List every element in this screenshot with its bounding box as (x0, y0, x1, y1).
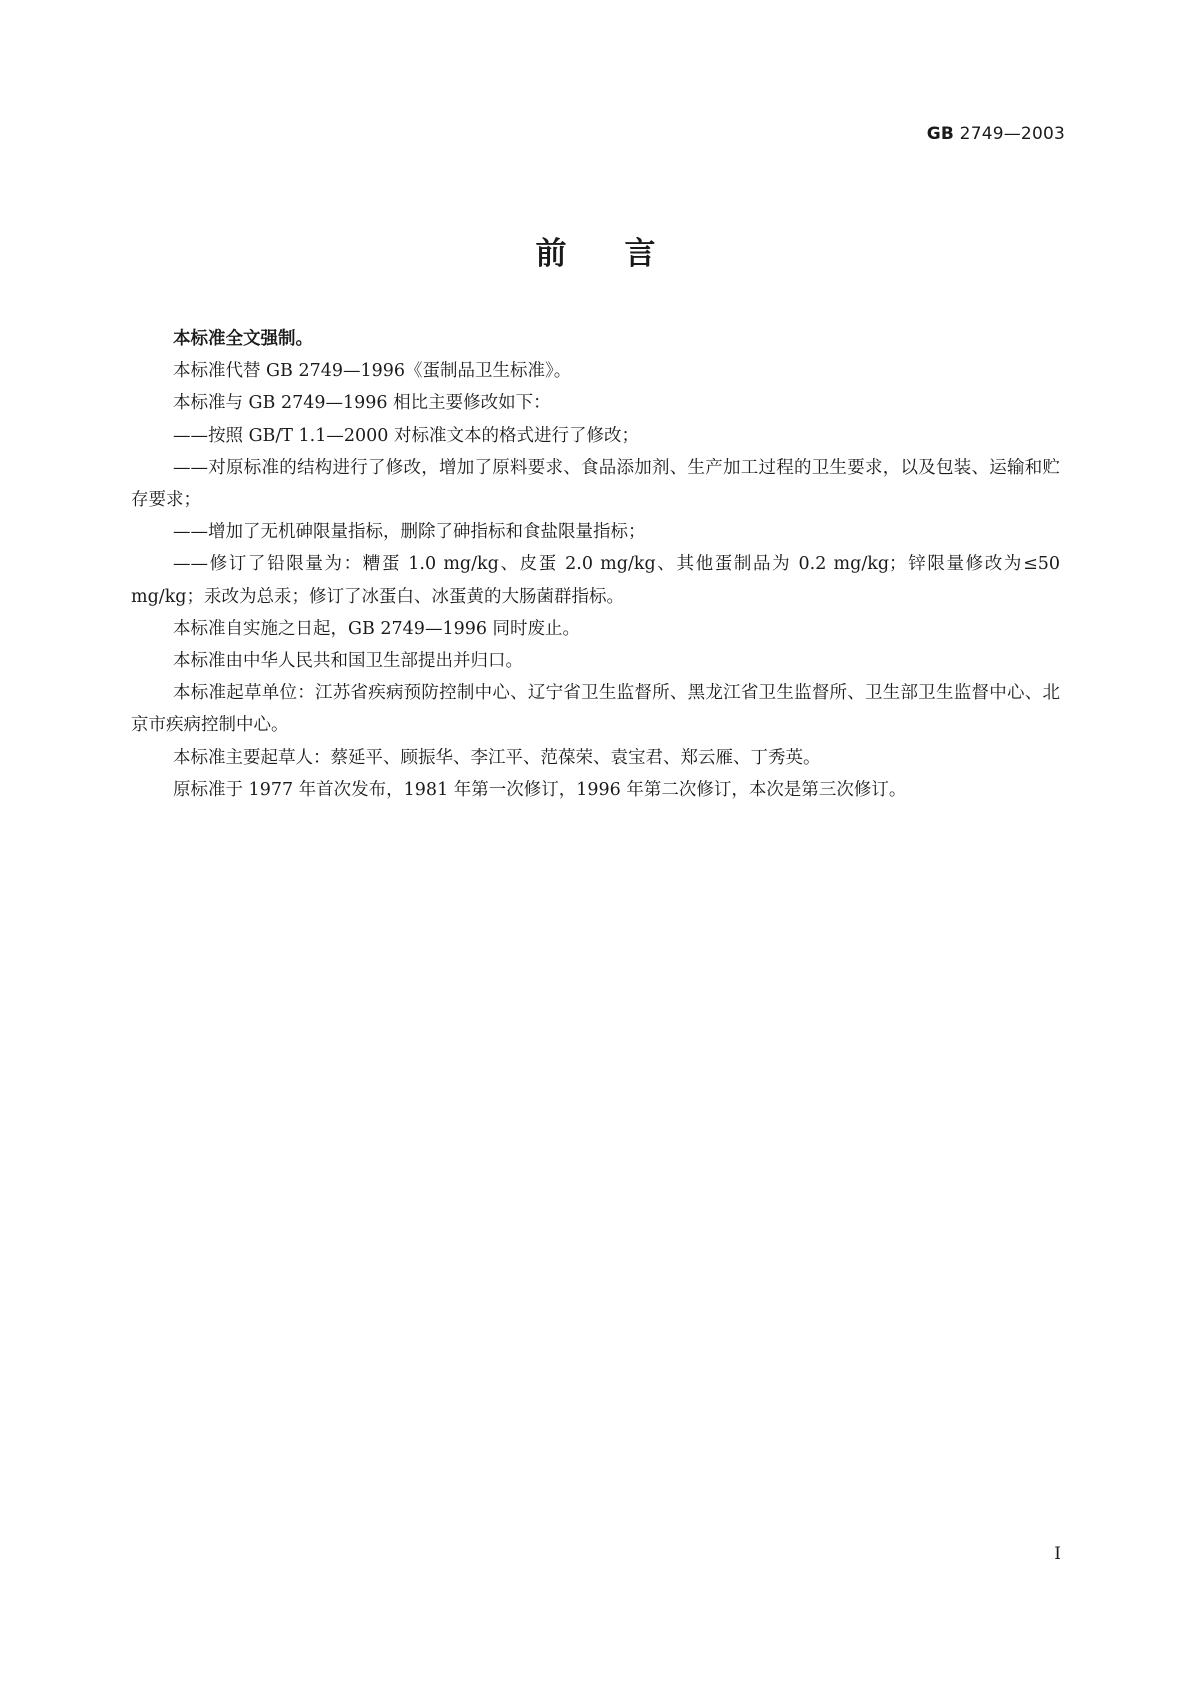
page-title: 前言 (535, 236, 714, 272)
paragraph-changes-intro: 本标准与 GB 2749—1996 相比主要修改如下： (173, 393, 551, 414)
change-item-structure: ——对原标准的结构进行了修改，增加了原料要求、食品添加剂、生产加工过程的卫生要求，以及包装、运输和贮存要求； (131, 457, 1060, 511)
standard-number-header (927, 124, 1065, 144)
paragraph-proposed-by: 本标准由中华人民共和国卫生部提出并归口。 (173, 651, 523, 672)
paragraph-abolish: 本标准自实施之日起，GB 2749—1996 同时废止。 (173, 618, 581, 639)
standard-prefix: GB (926, 124, 955, 144)
paragraph-drafters: 本标准主要起草人：蔡延平、顾振华、李江平、范葆荣、袁宝君、郑云雁、丁秀英。 (173, 747, 821, 768)
change-item-format: ——按照 GB/T 1.1—2000 对标准文本的格式进行了修改； (173, 425, 639, 446)
foreword-body (131, 323, 1060, 806)
change-item-lead: ——修订了铅限量为：糟蛋 1.0 mg/kg、皮蛋 2.0 mg/kg、其他蛋制品为 0.2 mg/kg；锌限量修改为≤50 mg/kg；汞改为总汞；修订了冰蛋白、冰蛋黄的大肠菌群指标。 (131, 554, 1060, 607)
paragraph-history: 原标准于 1977 年首次发布，1981 年第一次修订，1996 年第二次修订，本次是第三次修订。 (173, 779, 907, 800)
paragraph-drafting-units: 本标准起草单位：江苏省疾病预防控制中心、辽宁省卫生监督所、黑龙江省卫生监督所、卫生部卫生监督中心、北京市疾病控制中心。 (131, 683, 1060, 736)
page-number: I (1054, 1544, 1061, 1564)
change-item-arsenic: ——增加了无机砷限量指标，删除了砷指标和食盐限量指标； (173, 522, 646, 543)
mandatory-statement: 本标准全文强制。 (173, 329, 313, 349)
paragraph-replaces: 本标准代替 GB 2749—1996《蛋制品卫生标准》。 (173, 361, 572, 382)
standard-code: 2749—2003 (959, 124, 1065, 144)
